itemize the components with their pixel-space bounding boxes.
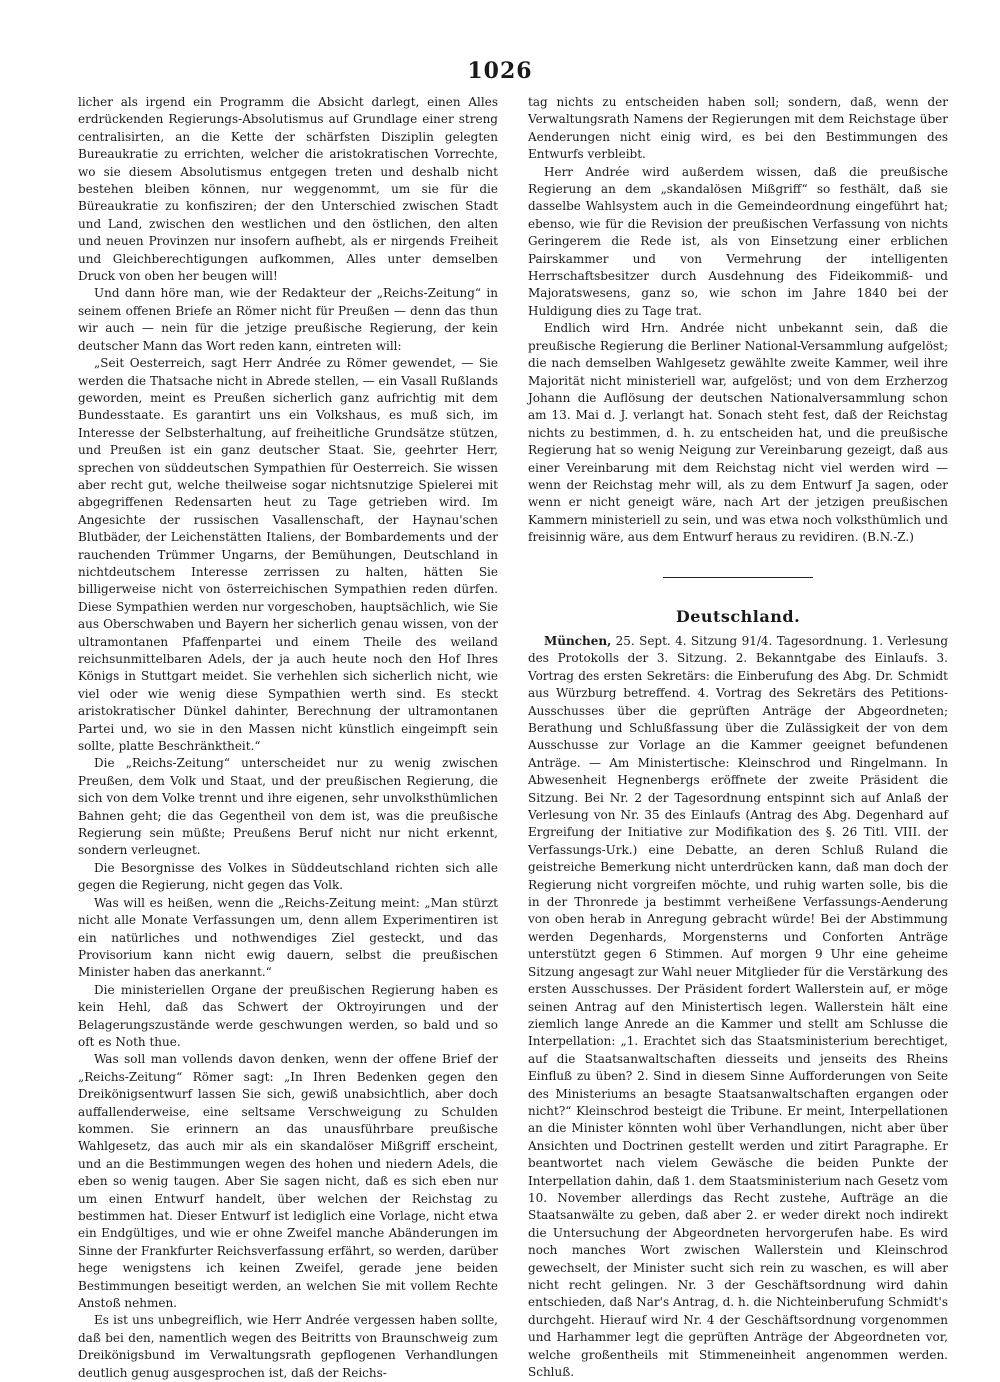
paragraph: Und dann höre man, wie der Redakteur der „Reichs-Zeitung“ in seinem offenen Briefe an Römer nicht für Preußen — denn das thun wir auch — nein für die jetzige preußische Regierung, der kein deutscher Mann das Wort reden kann, eintreten will: (78, 286, 498, 353)
page-number: 1026 (467, 58, 533, 84)
paragraph: licher als irgend ein Programm die Absicht darlegt, einen Alles erdrückenden Regierungs-Absolutismus auf Grundlage einer streng centralisirten, an die Kette der schärfsten Disziplin gelegten Bureaukratie zu errichten, welcher die aristokratischen Vorrechte, wo sie diesem Absolutismus entgegen treten und deshalb nicht bestehen bleiben können, nur weggenommt, um sie für die Büreaukratie zu konfisziren; der den Unterschied zwischen Stadt und Land, zwischen den westlichen und den östlichen, den alten und neuen Provinzen nur insofern aufhebt, als er nirgends Freiheit und Gleichberechtigungen aufkommen, Alles unter demselben Druck von oben her beugen will! (78, 95, 498, 284)
paragraph: „Seit Oesterreich, sagt Herr Andrée zu Römer gewendet, — Sie werden die Thatsache nicht in Abrede stellen, — ein Vasall Rußlands geworden, meint es Preußen sicherlich ganz aufrichtig mit dem Bundesstaate. Es garantirt uns ein Volkshaus, es muß sich, im Interesse der Selbsterhaltung, auf freiheitliche Grundsätze stützen, und Preußen ist ein ganz deutscher Staat. Sie, geehrter Herr, sprechen von süddeutschen Sympathien für Oesterreich. Sie wissen aber recht gut, welche theilweise sogar nichtsnutzige Spielerei mit abgegriffenen Redensarten heut zu Tage getrieben wird. Im Angesichte der russischen Vasallenschaft, der Haynau'schen Blutbäder, der Leichenstätten Italiens, der Bombardements und der rauchenden Trümmer Ungarns, der Bemühungen, Deutschland in nichtdeutschem Interesse zerrissen zu halten, hätten Sie billigerweise nicht von österreichischen Sympathien reden dürfen. Diese Sympathien werden nur vorgeschoben, hauptsächlich, wie Sie aus Oberschwaben und Bayern her sicherlich genau wissen, von der ultramontanen Pfaffenpartei und einem Theile des weiland reichsunmittelbaren Adels, der ja auch heute noch den Hof Ihres Königs in Stuttgart meidet. Sie verhehlen sich sicherlich nicht, wie viel oder wie wenig diese Sympathien werth sind. Es steckt aristokratischer Dünkel dahinter, Berechnung der ultramontanen Partei und, wo sie in den Massen nicht künstlich eingeimpft sein sollte, platte Beschränktheit.“ (78, 356, 498, 754)
munich-report-body: 25. Sept. 4. Sitzung 91/4. Tagesordnung. 1. Verlesung des Protokolls der 3. Sitzung. 2. Bekanntgabe des Einlaufs. 3. Vortrag des ersten Sekretärs: die Einberufung des Abg. Dr. Schmidt aus Würzburg betreffend. 4. Vortrag des Sekretärs des Petitions-Ausschusses über die geprüften Anträge der Abgeordneten; Berathung und Schlußfassung über die Zulässigkeit der von dem Ausschusse zur Vorlage an die Kammer geeignet befundenen Anträge. — Am Ministertische: Kleinschrod und Ringelmann. In Abwesenheit Hegnenbergs eröffnete der zweite Präsident die Sitzung. Bei Nr. 2 der Tagesordnung entspinnt sich auf Anlaß der Verlesung von Nr. 35 des Einlaufs (Antrag des Abg. Degenhard auf Ergreifung der Initiative zur Modifikation des §. 26 Titl. VIII. der Verfassungs-Urk.) eine Debatte, an deren Schluß Ruland die geistreiche Bemerkung nicht unterdrücken kann, daß man doch der Regierung nicht vorgreifen möchte, und ruhig warten solle, bis die in der Thronrede ja bestimmt verheißene Verfassungs-Aenderung von oben herab in Anregung gebracht würde! Bei der Abstimmung werden Degenhards, Morgensterns und Conforten Anträge unterstützt gegen 6 Stimmen. Auf morgen 9 Uhr eine geheime Sitzung angesagt zur Wahl neuer Mitglieder für die Verstärkung des ersten Ausschusses. Der Präsident fordert Wallerstein auf, er möge seinen Antrag auf den Ministertisch legen. Wallerstein hält eine ziemlich lange Anrede an die Kammer und stellt am Schlusse die Interpellation: „1. Erachtet sich das Staatsministerium berechtiget, auf die Staatsanwaltschaften diesseits und jenseits des Rheins Einfluß zu üben? 2. Sind in diesem Sinne Aufforderungen von Seite des Ministeriums an besagte Staatsanwaltschaften ergangen oder nicht?“ Kleinschrod besteigt die Tribune. Er meint, Interpellationen an die Minister könnten wohl über Verhandlungen, nicht aber über Ansichten und Doctrinen gestellt werden und zitirt Paragraphe. Er beantwortet nach vielem Gewäsche die beiden Punkte der Interpellation dahin, daß 1. dem Staatsministerium nach Gesetz vom 10. November allerdings das Recht zustehe, Aufträge an die Staatsanwälte zu geben, daß aber 2. er weder direkt noch indirekt die Untersuchung der Abgeordneten hervorgerufen habe. Es wird noch manches Wort zwischen Wallerstein und Kleinschrod gewechselt, der Minister sucht sich rein zu waschen, es will aber nicht recht gelingen. Nr. 3 der Geschäftsordnung wird dahin entschieden, daß Nar's Antrag, d. h. die Nichteinberufung Schmidt's durchgeht. Hierauf wird Nr. 4 der Geschäftsordnung vorgenommen und Harhammer legt die geprüften Anträge der Abgeordneten vor, welche großentheils mit Stimmeneinheit angenommen werden. Schluß. (528, 633, 948, 1380)
paragraph: Die ministeriellen Organe der preußischen Regierung haben es kein Hehl, daß das Schwert der Oktroyirungen und der Belagerungszustände werde geschwungen werden, so bald und so oft es Noth thue. (78, 982, 498, 1049)
section-heading: Deutschland. (675, 606, 801, 626)
section-divider (663, 577, 813, 578)
paragraph: Es ist uns unbegreiflich, wie Herr Andrée vergessen haben sollte, daß bei den, namentlich wegen des Beitritts von Braunschweig zum Dreikönigsbund im Verwaltungsrath gepflogenen Verhandlungen deutlich genug ausgesprochen ist, daß der Reichs- (78, 1313, 498, 1380)
paragraph: Was will es heißen, wenn die „Reichs-Zeitung meint: „Man stürzt nicht alle Monate Verfassungen um, denn allem Experimentiren ist ein natürliches und nothwendiges Ziel gesteckt, und das Provisorium kann nicht ewig dauern, selbst die preußischen Minister haben das anerkannt.“ (78, 895, 498, 980)
dateline: München, (544, 633, 612, 648)
paragraph: Die „Reichs-Zeitung“ unterscheidet nur zu wenig zwischen Preußen, dem Volk und Staat, und der preußischen Regierung, die sich von dem Volke trennt und ihre eigenen, sehr unvolksthümlichen Bahnen geht; die das Gegentheil von dem ist, was die preußische Regierung sein müßte; Preußens Beruf nicht nur nicht erkennt, sondern verleugnet. (78, 756, 498, 858)
munich-report (528, 633, 948, 1381)
right-column (528, 94, 948, 1380)
paragraph: tag nichts zu entscheiden haben soll; sondern, daß, wenn der Verwaltungsrath Namens der Regierungen mit dem Reichstage über Aenderungen nicht einig wird, es bei den Bestimmungen des Entwurfs verbleibt. (528, 95, 948, 162)
paragraph: Herr Andrée wird außerdem wissen, daß die preußische Regierung an dem „skandalösen Mißgriff“ so festhält, daß sie dasselbe Wahlsystem auch in die Gemeindeordnung eingeführt hat; ebenso, wie für die Revision der preußischen Verfassung von nichts Geringerem die Rede ist, als von Einsetzung einer erblichen Pairskammer und von Vermehrung der intelligenten Herrschaftsbesitzer durch Ausdehnung des Fideikommiß- und Majoratswesens, ganz so, wie schon im Jahre 1840 bei der Huldigung dies zu Tage trat. (528, 164, 948, 318)
paragraph: Was soll man vollends davon denken, wenn der offene Brief der „Reichs-Zeitung“ Römer sagt: „In Ihren Bedenken gegen den Dreikönigsentwurf lassen Sie sich, gewiß unabsichtlich, aber doch auffallenderweise, eine seltsame Verschweigung zu Schulden kommen. Sie erinnern an das unausführbare preußische Wahlgesetz, das auch mir als ein skandalöser Mißgriff erscheint, und an die Bestimmungen wegen des hohen und niedern Adels, die eben so wenig taugen. Aber Sie sagen nicht, daß es sich eben nur um einen Entwurf handelt, über welchen der Reichstag zu bestimmen hat. Dieser Entwurf ist lediglich eine Vorlage, nicht etwa ein Endgültiges, und wie er ohne Zweifel manche Abänderungen im Sinne der Frankfurter Reichsverfassung erfährt, so werden, darüber hege wenigstens ich keinen Zweifel, gerade jene beiden Bestimmungen beseitigt werden, an welchen Sie mit vollem Rechte Anstoß nehmen. (78, 1052, 498, 1311)
left-column (78, 94, 498, 1380)
paragraph: Endlich wird Hrn. Andrée nicht unbekannt sein, daß die preußische Regierung die Berliner National-Versammlung aufgelöst; die nach demselben Wahlgesetz gewählte zweite Kammer, weil ihre Majorität nicht ministeriell war, aufgelöst; und von dem Erzherzog Johann die Auflösung der deutschen Nationalversammlung schon am 13. Mai d. J. verlangt hat. Sonach steht fest, daß der Reichstag nichts zu bestimmen, d. h. zu entscheiden hat, und die preußische Regierung hat so wenig Neigung zur Vereinbarung gezeigt, daß aus einer Vereinbarung mit dem Reichstag nicht viel werden wird — wenn der Reichstag mehr will, als zu dem Entwurf Ja sagen, oder wenn er nicht geneigt wäre, nach Art der jetzigen preußischen Kammern ministeriell zu sein, und was etwa noch volksthümlich und freisinnig wäre, aus dem Entwurf heraus zu revidiren. (B.N.-Z.) (528, 321, 948, 545)
paragraph: Die Besorgnisse des Volkes in Süddeutschland richten sich alle gegen die Regierung, nicht gegen das Volk. (78, 860, 498, 893)
